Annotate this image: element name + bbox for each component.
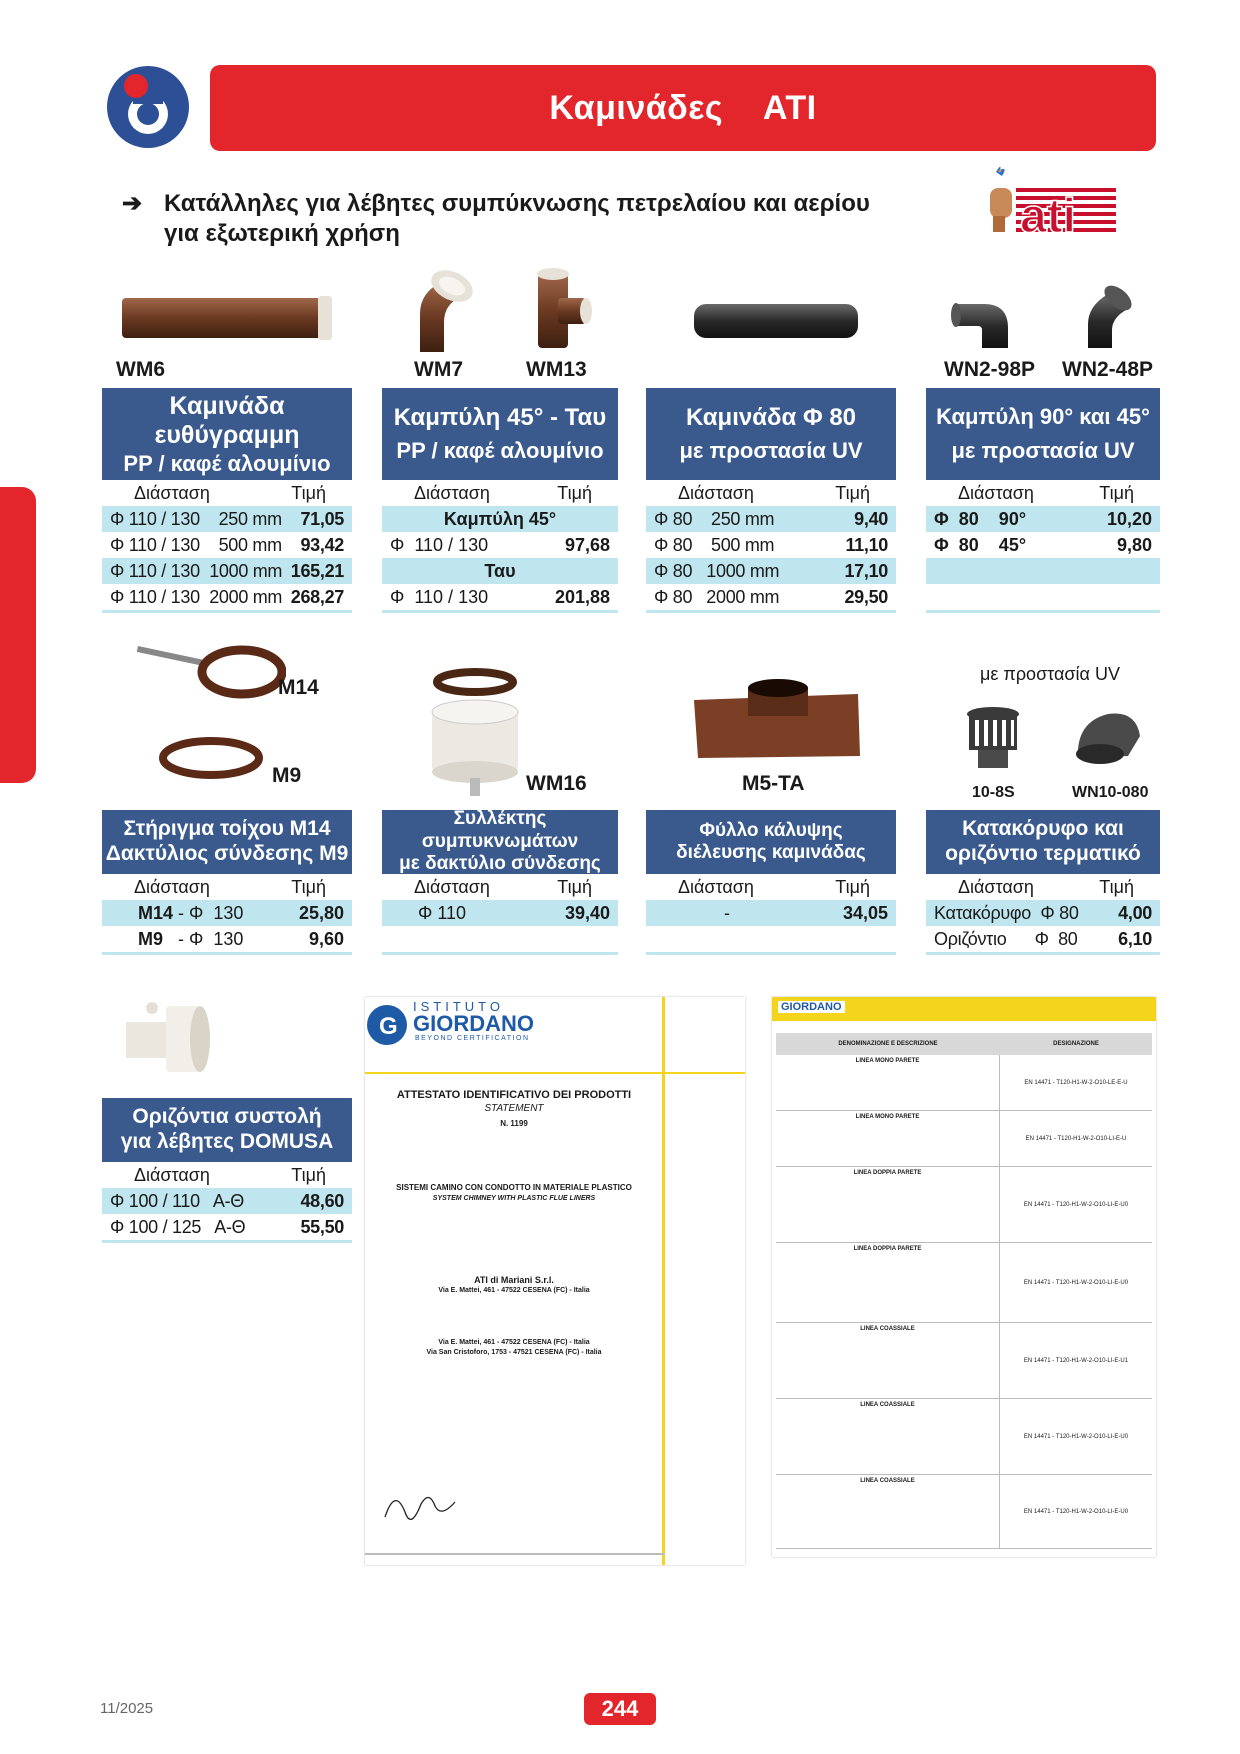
domusa-reducer-image: [122, 996, 222, 1076]
column-headers: Διάσταση Τιμή: [678, 876, 870, 897]
column-headers: Διάσταση Τιμή: [134, 482, 326, 503]
table-row: Φ 100 / 125 Α-Θ 55,50: [110, 1216, 344, 1237]
designation-row: LINEA MONO PARETE EN 14471 - T120-H1-W-2-O10-LI-E-U: [776, 1111, 1152, 1167]
column-headers: Διάσταση Τιμή: [134, 1164, 326, 1185]
designation-row: LINEA COASSIALE EN 14471 - T120-H1-W-2-O10-LI-E-U1: [776, 1323, 1152, 1399]
straight-pipe-image: [118, 292, 336, 344]
table-row: Φ 110 / 130 1000 mm 165,21: [102, 558, 352, 584]
roof-flashing-image: [688, 672, 864, 762]
table-row: M14 - Φ 130 25,80: [102, 900, 352, 926]
panel-header: Συλλέκτης συμπυκνωμάτων με δακτύλιο σύνδεσης: [382, 810, 618, 874]
subheading-elbow: Καμπύλη 45°: [382, 506, 618, 532]
column-headers: Διάσταση Τιμή: [414, 482, 592, 503]
table-row: M9 - Φ 130 9,60: [138, 928, 344, 949]
subheading-tee: Ταυ: [382, 558, 618, 584]
table-row: - 34,05: [646, 900, 896, 926]
designation-row: LINEA MONO PARETE EN 14471 - T120-H1-W-2-O10-LE-E-U: [776, 1055, 1152, 1111]
tee-image: [528, 262, 592, 356]
section-tab: [0, 487, 36, 783]
panel-header: Καμπύλη 45° - Ταυ PP / καφέ αλουμίνιο: [382, 388, 618, 480]
panel-domusa-reducer: [102, 1098, 352, 1243]
table-row: Φ 110 / 130 500 mm 93,42: [110, 534, 344, 555]
company-logo: [105, 64, 191, 150]
column-headers: Διάσταση Τιμή: [414, 876, 592, 897]
table-row: Φ 80 2000 mm 29,50: [654, 586, 888, 607]
table-row: Οριζόντιο Φ 80 6,10: [934, 928, 1152, 949]
column-headers: Διάσταση Τιμή: [958, 482, 1134, 503]
condensate-collector-image: [420, 668, 530, 800]
table-row: Φ 110 / 130 201,88: [390, 586, 610, 607]
wall-bracket-image: [136, 640, 286, 702]
designation-row: LINEA DOPPIA PARETE EN 14471 - T120-H1-W-2-O10-LI-E-U0: [776, 1243, 1152, 1323]
designation-row: LINEA COASSIALE EN 14471 - T120-H1-W-2-O10-LI-E-U0: [776, 1399, 1152, 1475]
table-row: Φ 110 / 130 97,68: [390, 534, 610, 555]
panel-header: Καμινάδα ευθύγραμμη PP / καφέ αλουμίνιο: [102, 388, 352, 480]
panel-header: Κατακόρυφο και οριζόντιο τερματικό: [926, 810, 1160, 874]
code-m9: M9: [272, 764, 302, 787]
code-wm16: WM16: [526, 772, 587, 795]
table-row: Φ 110 39,40: [382, 900, 618, 926]
designation-row: LINEA COASSIALE EN 14471 - T120-H1-W-2-O10-LI-E-U0: [776, 1475, 1152, 1549]
horizontal-terminal-image: [1070, 708, 1144, 770]
vertical-terminal-image: [964, 706, 1022, 770]
footer-date: 11/2025: [100, 1700, 154, 1717]
arrow-icon: ➔: [122, 190, 143, 217]
panel-roof-flashing: [646, 810, 896, 955]
column-headers: Διάσταση Τιμή: [134, 876, 326, 897]
elbow-45-uv-image: [1074, 276, 1140, 352]
connection-ring-image: [156, 732, 266, 782]
certificate-statement: G ISTITUTO GIORDANO BEYOND CERTIFICATION ATTESTATO IDENTIFICATIVO DEI PRODOTTI STATEMENT N. 1199 SISTEMI CAMINO CON CONDOTTO IN MATERIALE PLASTICO SYSTEM CHIMNEY WITH PLASTIC FLUE LINERS ATI di Mariani S.r.l. Via E. Mattei, 461 - 47522 CESENA (FC) - Italia Via E. Mattei, 461 - 47522 CESENA (FC) - Italia Via San Cristoforo, 1753 - 47521 CESENA (FC) - Italia: [365, 997, 745, 1565]
code-10-8s: 10-8S: [972, 784, 1015, 801]
panel-header: Καμινάδα Φ 80 με προστασία UV: [646, 388, 896, 480]
panel-header: Στήριγμα τοίχου M14 Δακτύλιος σύνδεσης M9: [102, 810, 352, 874]
panel-uv-elbows: [926, 388, 1160, 613]
table-row: Φ 80 90° 10,20: [926, 506, 1160, 532]
page-number: 244: [584, 1693, 656, 1725]
code-wm6: WM6: [116, 358, 165, 381]
panel-header: Οριζόντια συστολή για λέβητες DOMUSA: [102, 1098, 352, 1162]
code-m5-ta: M5-TA: [742, 772, 805, 795]
panel-terminals: [926, 810, 1160, 955]
code-wn2-98p: WN2-98P: [944, 358, 1036, 381]
table-row: Φ 110 / 130 2000 mm 268,27: [110, 586, 344, 607]
uv-note: με προστασία UV: [980, 664, 1120, 684]
code-m14: M14: [278, 676, 319, 699]
table-row: Φ 80 45° 9,80: [934, 534, 1152, 555]
certificate-signature: [365, 1457, 665, 1565]
column-headers: Διάσταση Τιμή: [678, 482, 870, 503]
elbow-90-uv-image: [950, 284, 1022, 352]
table-row: Φ 80 500 mm 11,10: [654, 534, 888, 555]
panel-condensate-collector: [382, 810, 618, 955]
table-row: Φ 110 / 130 250 mm 71,05: [102, 506, 352, 532]
panel-uv-chimney: [646, 388, 896, 613]
elbow-45-image: [402, 262, 488, 356]
uv-pipe-image: [690, 296, 862, 344]
panel-header: Καμπύλη 90° και 45° με προστασία UV: [926, 388, 1160, 480]
panel-header: Φύλλο κάλυψης διέλευσης καμινάδας: [646, 810, 896, 874]
page-title: Καμινάδες ATI: [210, 65, 1156, 151]
column-headers: Διάσταση Τιμή: [958, 876, 1134, 897]
ati-brand-logo: [988, 162, 1118, 240]
designation-row: LINEA DOPPIA PARETE EN 14471 - T120-H1-W-2-O10-LI-E-U0: [776, 1167, 1152, 1243]
code-wm7: WM7: [414, 358, 463, 381]
table-row: Φ 100 / 110 Α-Θ 48,60: [102, 1188, 352, 1214]
designation-table: DENOMINAZIONE E DESCRIZIONE DESIGNAZIONE LINEA MONO PARETE EN 14471 - T120-H1-W-2-O10-LE-E-U LINEA MONO PARETE EN 14471 - T120-H1-W-2-O10-LI-E-U LINEA DOPPIA PARETE EN 14471 - T120-H1-W-2-O10-LI-E-U0 LINEA DOPPIA PARETE EN 14471 - T120-H1-W-2-O10-LI-E-U0 LINEA COASSIALE EN 14471 - T120-H1-W-2-O10-LI-E-U1 LINEA COASSIALE EN 14471 - T120-H1-W-2-O10-LI-E-U0 LINEA COASSIALE EN 14471 - T120-H1-W-2-O10-LI-E-U0: [776, 1033, 1152, 1549]
code-wn10-080: WN10-080: [1072, 784, 1149, 801]
table-row: Φ 80 250 mm 9,40: [646, 506, 896, 532]
panel-straight-chimney: [102, 388, 352, 613]
certificate-designation-table: GIORDANO DENOMINAZIONE E DESCRIZIONE DESIGNAZIONE LINEA MONO PARETE EN 14471 - T120-H1-W-2-O10-LE-E-U LINEA MONO PARETE EN 14471 - T120-H1-W-2-O10-LI-E-U LINEA DOPPIA PARETE EN 14471 - T120-H1-W-2-O10-LI-E-U0 LINEA DOPPIA PARETE EN 14471 - T120-H1-W-2-O10-LI-E-U0 LINEA COASSIALE EN 14471 - T120-H1-W-2-O10-LI-E-U1 LINEA COASSIALE EN 14471 - T120-H1-W-2-O10-LI-E-U0 LINEA COASSIALE EN 14471 - T120-H1-W-2-O10-LI-E-U0: [772, 997, 1156, 1557]
table-row: Κατακόρυφο Φ 80 4,00: [926, 900, 1160, 926]
code-wn2-48p: WN2-48P: [1062, 358, 1154, 381]
panel-elbow-tee: [382, 388, 618, 613]
table-row: Φ 80 1000 mm 17,10: [646, 558, 896, 584]
code-wm13: WM13: [526, 358, 587, 381]
svg-text:G: G: [379, 1013, 398, 1040]
svg-text:ati: ati: [1020, 190, 1077, 240]
panel-wall-bracket: [102, 810, 352, 955]
